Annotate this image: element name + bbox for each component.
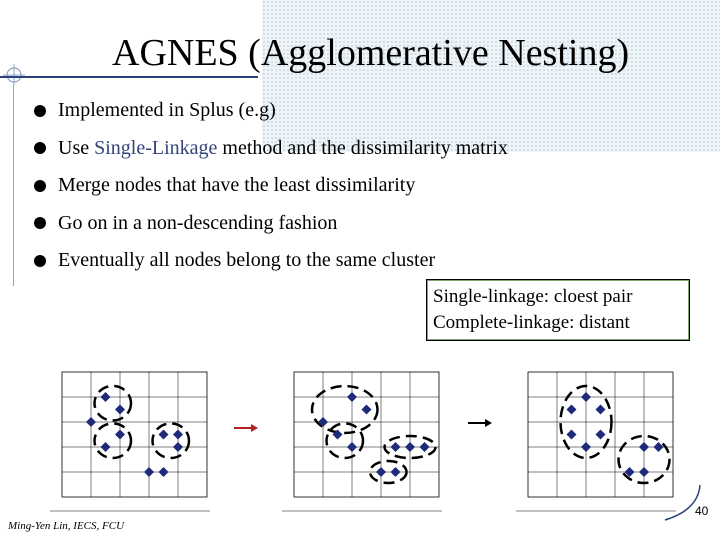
bullet-dot-icon — [34, 105, 46, 117]
data-point-marker — [347, 392, 357, 402]
bullet-dot-icon — [34, 217, 46, 229]
data-point-marker — [581, 392, 591, 402]
data-point-marker — [159, 430, 169, 440]
note-line-complete: Complete-linkage: distant — [433, 312, 630, 333]
title-underline — [0, 76, 258, 78]
data-point-marker — [639, 467, 649, 477]
data-point-marker — [101, 392, 111, 402]
bullet-item — [34, 130, 508, 168]
data-point-marker — [159, 467, 169, 477]
bullet-item — [34, 167, 508, 205]
merge-arrow-1-head — [251, 424, 258, 432]
bullet-item — [34, 205, 508, 243]
data-point-marker — [86, 417, 96, 427]
left-rule — [13, 86, 14, 286]
cluster-outline — [95, 386, 132, 421]
bullet-dot-icon — [34, 255, 46, 267]
page-corner-arc — [660, 480, 720, 540]
data-point-marker — [654, 442, 664, 452]
data-point-marker — [567, 405, 577, 415]
data-point-marker — [405, 442, 415, 452]
crosshair-icon — [3, 64, 25, 86]
bullet-dot-icon — [34, 142, 46, 154]
data-point-marker — [391, 467, 401, 477]
plot-frame — [62, 372, 207, 497]
linkage-note-box — [426, 279, 690, 341]
data-point-marker — [376, 467, 386, 477]
data-point-marker — [596, 430, 606, 440]
cluster-outline — [95, 424, 132, 459]
data-point-marker — [596, 405, 606, 415]
data-point-marker — [115, 430, 125, 440]
data-point-marker — [639, 442, 649, 452]
data-point-marker — [391, 442, 401, 452]
merge-arrow-2-head — [485, 419, 492, 427]
data-point-marker — [173, 430, 183, 440]
bullet-text: Merge nodes that have the least dissimilarity — [58, 174, 416, 197]
bullet-text-post: method and the dissimilarity matrix — [217, 136, 508, 159]
data-point-marker — [101, 442, 111, 452]
bullet-item — [34, 242, 508, 280]
bullet-list — [34, 92, 508, 280]
bullet-text: Implemented in Splus (e.g) — [58, 99, 276, 122]
data-point-marker — [347, 442, 357, 452]
bullet-text-pre: Use — [58, 136, 95, 159]
bullet-text: Eventually all nodes belong to the same cluster — [58, 249, 436, 272]
data-point-marker — [420, 442, 430, 452]
clustering-plots — [0, 360, 720, 520]
bullet-dot-icon — [34, 180, 46, 192]
note-line-single: Single-linkage: cloest pair — [433, 286, 633, 307]
data-point-marker — [144, 467, 154, 477]
footer-author: Ming-Yen Lin, IECS, FCU — [8, 520, 125, 532]
bullet-item — [34, 92, 508, 130]
cluster-outline — [327, 424, 364, 459]
cluster-outline — [153, 424, 190, 459]
data-point-marker — [581, 442, 591, 452]
page-number: 40 — [695, 504, 709, 518]
bullet-text: Go on in a non-descending fashion — [58, 211, 338, 234]
bullet-highlight: Single-Linkage — [94, 136, 218, 159]
data-point-marker — [115, 405, 125, 415]
slide-title: AGNES (Agglomerative Nesting) — [112, 32, 630, 74]
data-point-marker — [362, 405, 372, 415]
data-point-marker — [173, 442, 183, 452]
data-point-marker — [567, 430, 577, 440]
